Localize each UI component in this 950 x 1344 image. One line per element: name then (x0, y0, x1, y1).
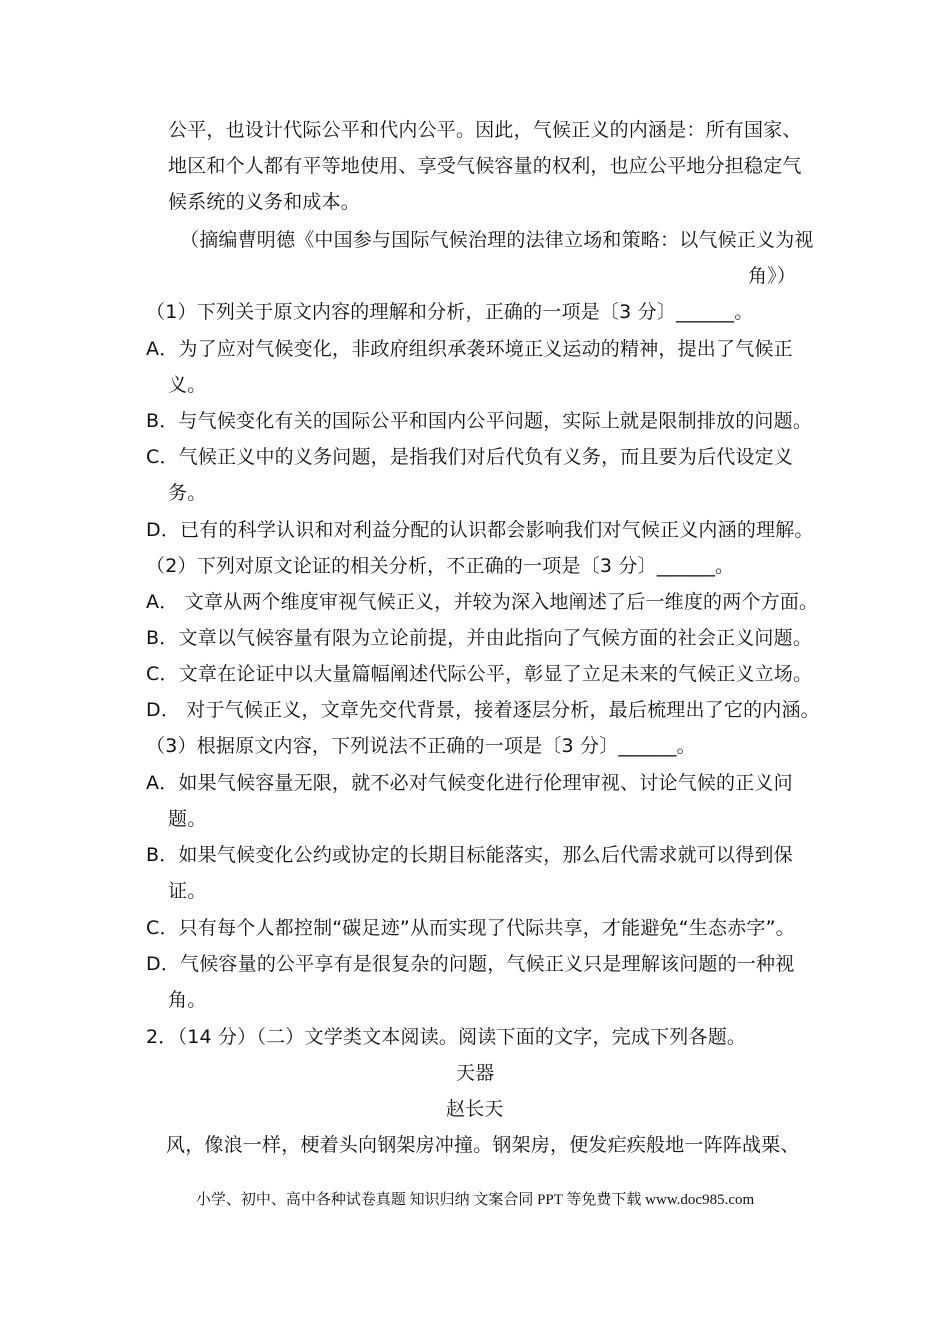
question-2-stem: （2）下列对原文论证的相关分析，不正确的一项是〔3 分〕______。 (146, 555, 735, 577)
question-1-stem: （1）下列关于原文内容的理解和分析，正确的一项是〔3 分〕______。 (146, 301, 754, 323)
question-1-option-a-cont: 义。 (168, 374, 207, 396)
question-3-stem: （3）根据原文内容，下列说法不正确的一项是〔3 分〕______。 (146, 735, 696, 757)
question-3-option-c: C．只有每个人都控制“碳足迹”从而实现了代际共享，才能避免“生态赤字”。 (146, 917, 795, 939)
question-1-option-b: B．与气候变化有关的国际公平和国内公平问题，实际上就是限制排放的问题。 (146, 410, 813, 432)
question-1-option-a: A．为了应对气候变化，非政府组织承袭环境正义运动的精神，提出了气候正 (146, 338, 793, 360)
question-3-option-a-cont: 题。 (168, 808, 207, 830)
question-1-option-d: D．已有的科学认识和对利益分配的认识都会影响我们对气候正义内涵的理解。 (146, 519, 814, 541)
question-3-option-a: A．如果气候容量无限，就不必对气候变化进行伦理审视、讨论气候的正义问 (146, 772, 793, 794)
question-1-option-c: C．气候正义中的义务问题，是指我们对后代负有义务，而且要为后代设定义 (146, 446, 794, 468)
question-3-option-b-cont: 证。 (168, 880, 207, 902)
question-2-option-a: A． 文章从两个维度审视气候正义，并较为深入地阐述了后一维度的两个方面。 (146, 591, 819, 613)
question-3-option-d-cont: 角。 (168, 989, 207, 1011)
question-2-option-d: D． 对于气候正义，文章先交代背景，接着逐层分析，最后梳理出了它的内涵。 (146, 699, 820, 721)
question-2-option-c: C．文章在论证中以大量篇幅阐述代际公平，彰显了立足未来的气候正义立场。 (146, 663, 813, 685)
citation-line-2: 角》） (748, 265, 797, 287)
passage-line-2: 地区和个人都有平等地使用、享受气候容量的权利，也应公平地分担稳定气 (168, 155, 802, 177)
story-author: 赵长天 (446, 1098, 504, 1120)
question-2-option-b: B．文章以气候容量有限为立论前提，并由此指向了气候方面的社会正义问题。 (146, 627, 813, 649)
story-title: 天器 (456, 1062, 495, 1084)
citation-line-1: （摘编曹明德《中国参与国际气候治理的法律立场和策略：以气候正义为视 (180, 229, 814, 251)
question-1-option-c-cont: 务。 (168, 482, 207, 504)
question-3-option-b: B．如果气候变化公约或协定的长期目标能落实，那么后代需求就可以得到保 (146, 844, 793, 866)
question-3-option-d: D．气候容量的公平享有是很复杂的问题，气候正义只是理解该问题的一种视 (146, 953, 795, 975)
page-footer: 小学、初中、高中各种试卷真题 知识归纳 文案合同 PPT 等免费下载 www.doc985.com (195, 1192, 755, 1208)
story-first-line: 风，像浪一样，梗着头向钢架房冲撞。钢架房，便发疟疾般地一阵阵战栗、 (166, 1134, 800, 1156)
passage-line-3: 候系统的义务和成本。 (168, 191, 361, 213)
section-2-header: 2．（14 分）（二）文学类文本阅读。阅读下面的文字，完成下列各题。 (146, 1026, 747, 1048)
passage-line-1: 公平，也设计代际公平和代内公平。因此，气候正义的内涵是：所有国家、 (168, 119, 802, 141)
